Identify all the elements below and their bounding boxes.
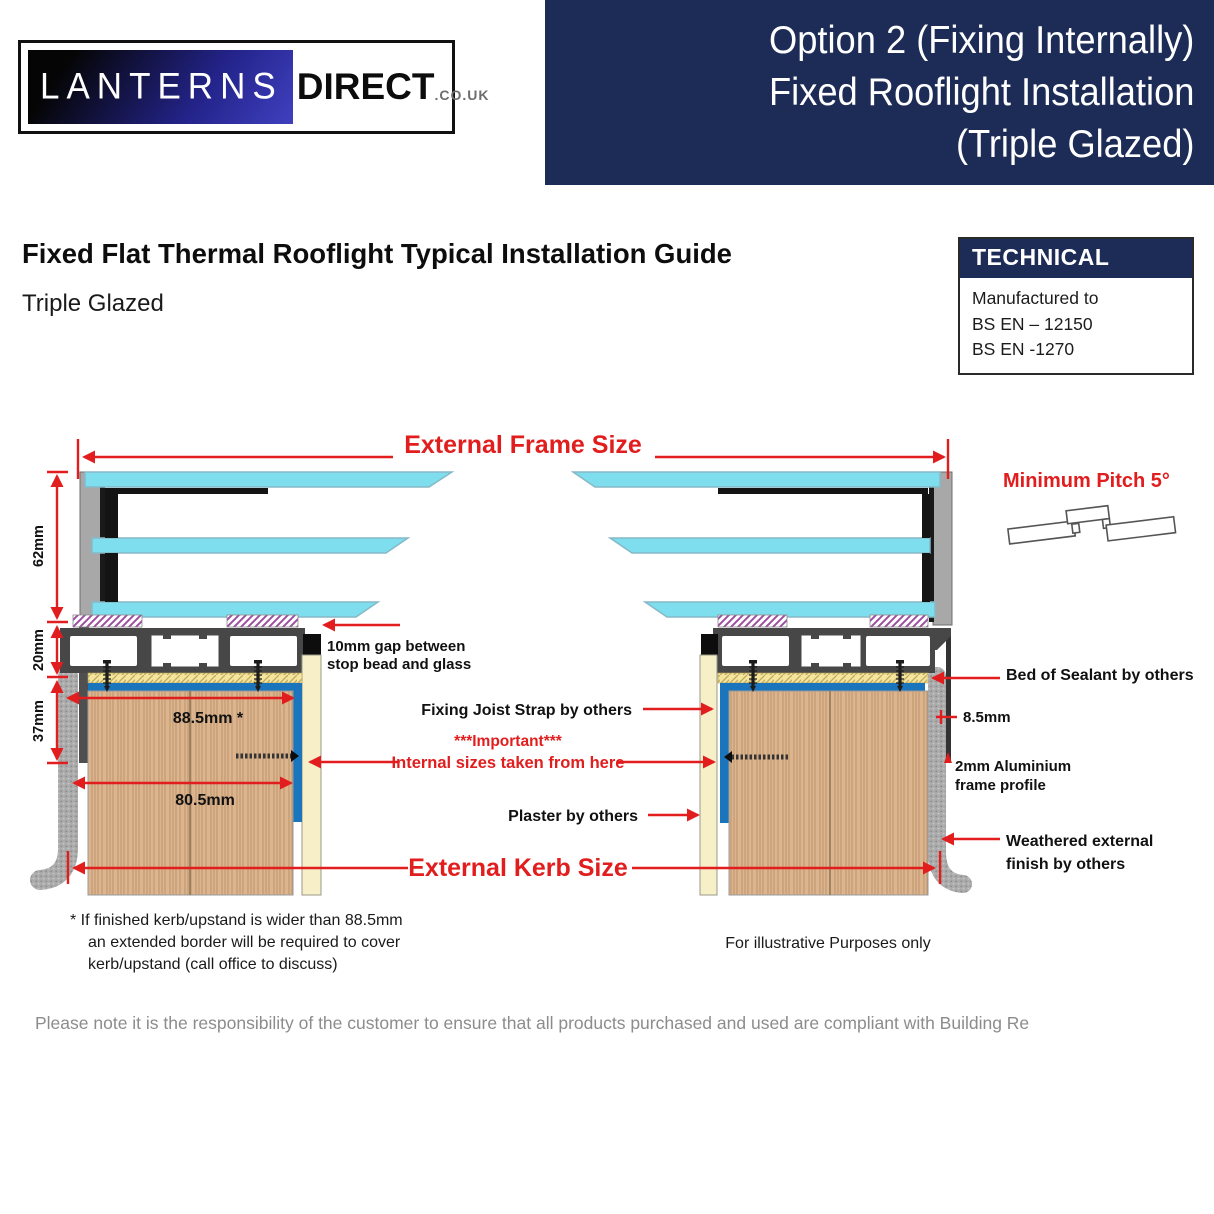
aluminium-profile-label-line1: 2mm Aluminium xyxy=(955,758,1072,775)
logo-word-lanterns: LANTERNS xyxy=(40,66,283,107)
sealant-bed-left xyxy=(88,673,302,683)
logo-word-direct: DIRECT xyxy=(296,66,435,107)
illustrative-note: For illustrative Purposes only xyxy=(725,935,931,952)
dim-62mm: 62mm xyxy=(31,525,47,567)
right-frame-section xyxy=(573,472,963,895)
technical-header: TECHNICAL xyxy=(960,239,1192,278)
minimum-pitch-label: Minimum Pitch 5° xyxy=(1003,470,1170,492)
gap-note-line2: stop bead and glass xyxy=(327,656,472,673)
technical-line-2: BS EN – 12150 xyxy=(972,313,1093,334)
thermal-break-hatch xyxy=(73,615,142,627)
footnote-line1: * If finished kerb/upstand is wider than 88.5mm xyxy=(70,912,403,929)
page-title: Fixed Flat Thermal Rooflight Typical Installation Guide xyxy=(22,238,732,269)
plasterboard-right xyxy=(700,655,717,895)
left-frame-section xyxy=(40,472,452,895)
timber-kerb-right xyxy=(729,691,928,895)
thermal-break-hatch xyxy=(870,615,928,627)
stop-bead-left xyxy=(303,634,321,656)
installation-cross-section-diagram xyxy=(0,420,1214,980)
lanterns-direct-logo xyxy=(18,40,490,134)
footnote-line2: an extended border will be required to cover xyxy=(88,934,401,951)
aluminium-leg-right xyxy=(946,632,951,760)
banner-line-3: (Triple Glazed) xyxy=(955,122,1194,166)
aluminium-profile-right xyxy=(713,628,951,673)
aluminium-profile-label-line2: frame profile xyxy=(955,777,1046,794)
important-label: ***Important*** xyxy=(454,733,562,750)
compliance-disclaimer: Please note it is the responsibility of the customer to ensure that all products purchased and used are compliant with Building Re xyxy=(35,1013,1030,1033)
external-frame-size-label: External Frame Size xyxy=(404,431,642,459)
plasterboard-left xyxy=(302,655,321,895)
technical-line-3: BS EN -1270 xyxy=(972,339,1075,360)
title-banner xyxy=(545,0,1214,185)
minimum-pitch-icon xyxy=(1007,498,1176,553)
stop-bead-right xyxy=(701,634,718,656)
technical-line-1: Manufactured to xyxy=(972,288,1099,308)
dim-80-5mm: 80.5mm xyxy=(175,792,235,809)
banner-line-1: Option 2 (Fixing Internally) xyxy=(768,18,1194,62)
plaster-label: Plaster by others xyxy=(508,808,638,825)
aluminium-profile-left xyxy=(60,628,305,673)
fixing-joist-label: Fixing Joist Strap by others xyxy=(421,702,632,719)
dim-88-5mm: 88.5mm * xyxy=(172,710,244,727)
frame-jamb-right xyxy=(933,472,952,625)
thermal-break-hatch xyxy=(227,615,298,627)
dim-37mm: 37mm xyxy=(31,700,47,742)
bed-of-sealant-label: Bed of Sealant by others xyxy=(1006,667,1194,684)
weathered-label-line1: Weathered external xyxy=(1006,833,1154,850)
thermal-break-hatch xyxy=(718,615,787,627)
banner-line-2: Fixed Rooflight Installation xyxy=(768,70,1194,114)
weathered-label-line2: finish by others xyxy=(1006,856,1126,873)
internal-sizes-label: Internal sizes taken from here xyxy=(391,754,625,772)
dim-20mm: 20mm xyxy=(31,629,47,671)
dim-8-5mm: 8.5mm xyxy=(963,709,1011,726)
logo-suffix: .CO.UK xyxy=(434,87,490,103)
footnote-line3: kerb/upstand (call office to discuss) xyxy=(88,956,338,973)
technical-box xyxy=(958,237,1194,375)
page-subtitle: Triple Glazed xyxy=(22,290,164,317)
logo-gradient-panel xyxy=(28,50,293,124)
external-kerb-size-label: External Kerb Size xyxy=(408,854,628,882)
gap-note-line1: 10mm gap between xyxy=(327,638,466,655)
